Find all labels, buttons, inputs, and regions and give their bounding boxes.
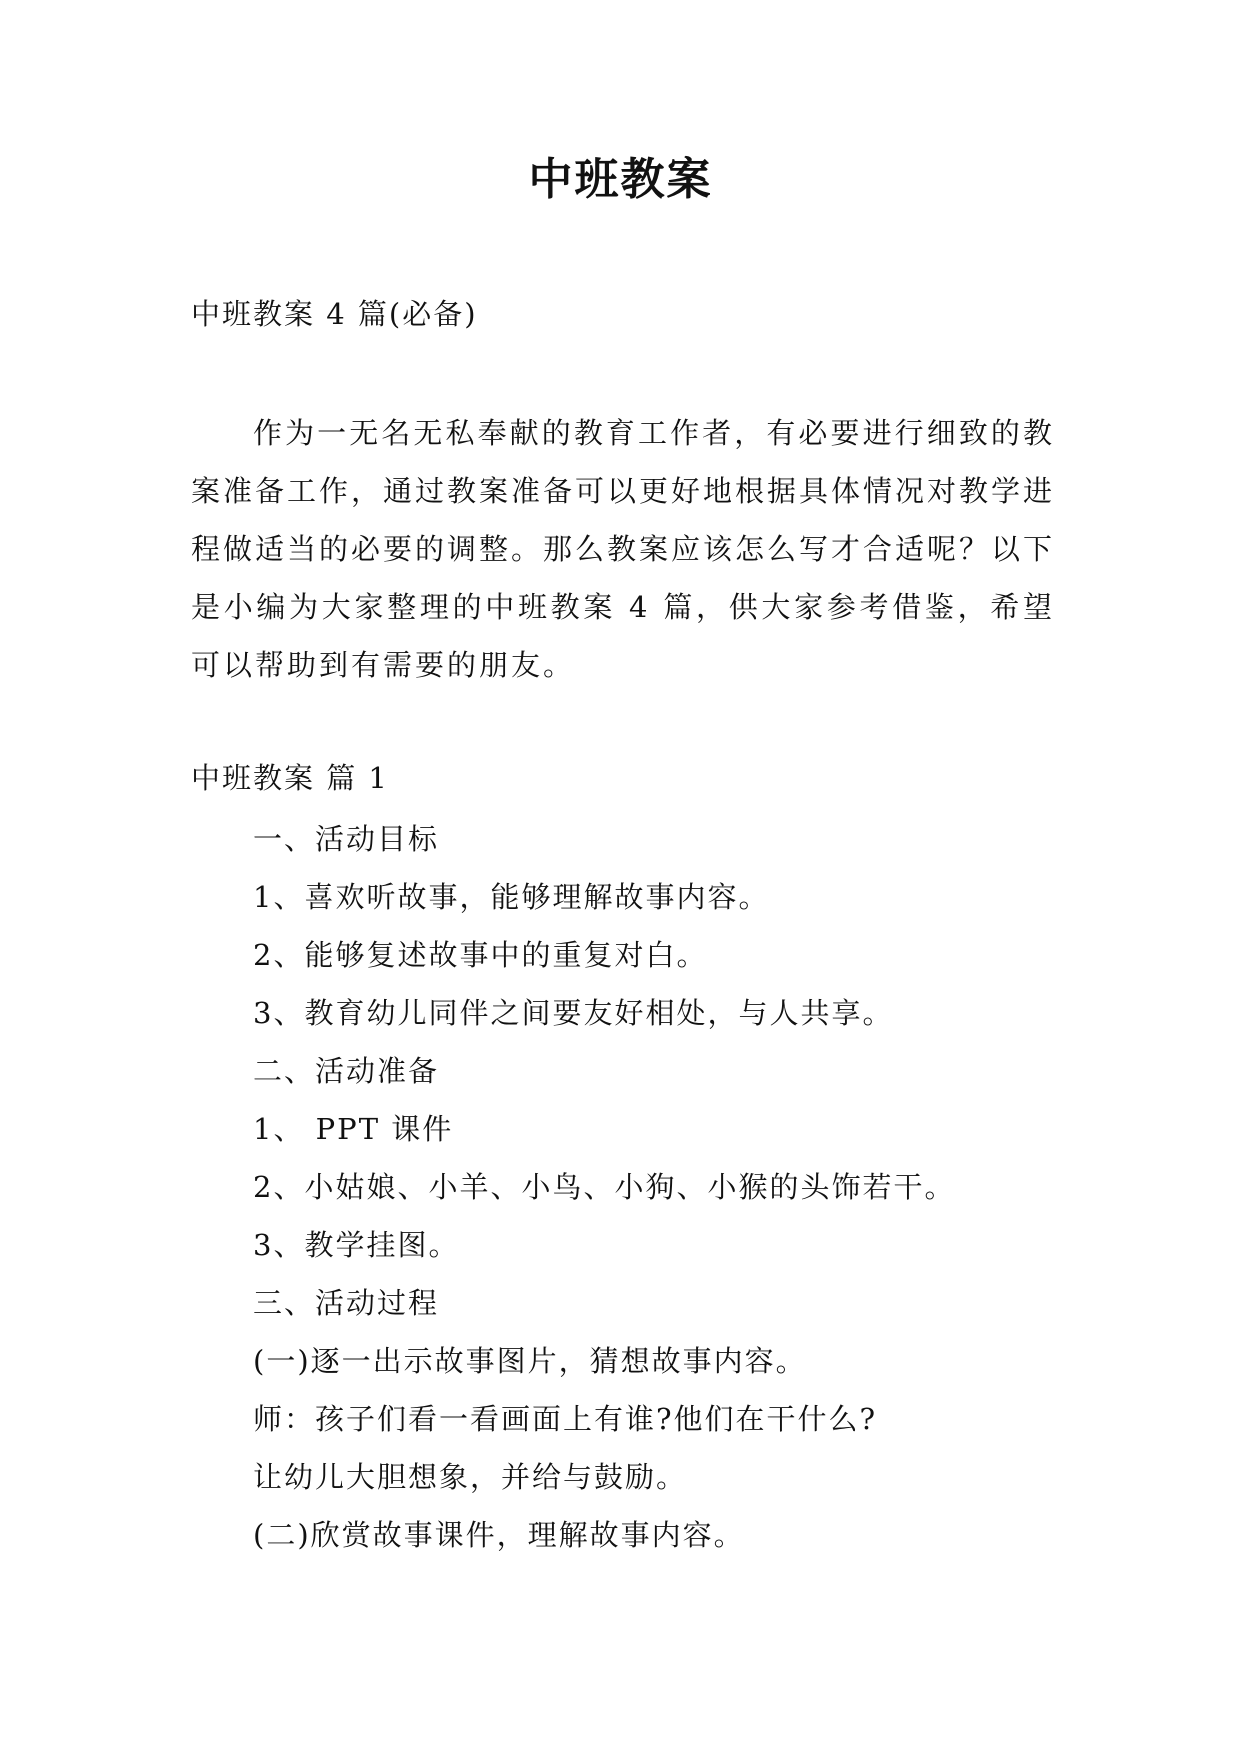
outline-item: 2、小姑娘、小羊、小鸟、小狗、小猴的头饰若干。 (253, 1170, 956, 1204)
outline-item: 师：孩子们看一看画面上有谁?他们在干什么? (253, 1402, 878, 1436)
lesson-outline (253, 810, 1073, 1564)
outline-heading-goals: 一、活动目标 (253, 822, 440, 856)
document-title: 中班教案 (528, 154, 713, 205)
section-heading: 中班教案 篇 1 (191, 761, 389, 795)
outline-heading-process: 三、活动过程 (253, 1286, 440, 1320)
outline-item: 3、教学挂图。 (253, 1228, 460, 1262)
outline-item: 让幼儿大胆想象，并给与鼓励。 (253, 1460, 688, 1494)
outline-item: (二)欣赏故事课件，理解故事内容。 (253, 1518, 745, 1552)
outline-item: 1、喜欢听故事，能够理解故事内容。 (253, 880, 770, 914)
outline-heading-preparation: 二、活动准备 (253, 1054, 440, 1088)
intro-paragraph: 作为一无名无私奉献的教育工作者，有必要进行细致的教案准备工作，通过教案准备可以更好地根据具体情况对教学进程做适当的必要的调整。那么教案应该怎么写才合适呢？以下是小编为大家整理的中班教案 4 篇，供大家参考借鉴，希望可以帮助到有需要的朋友。 (191, 416, 1056, 682)
outline-item: 1、 PPT 课件 (253, 1112, 454, 1146)
outline-item: (一)逐一出示故事图片，猜想故事内容。 (253, 1344, 807, 1378)
outline-item: 3、教育幼儿同伴之间要友好相处，与人共享。 (253, 996, 894, 1030)
outline-item: 2、能够复述故事中的重复对白。 (253, 938, 708, 972)
document-subtitle: 中班教案 4 篇(必备) (191, 297, 478, 331)
